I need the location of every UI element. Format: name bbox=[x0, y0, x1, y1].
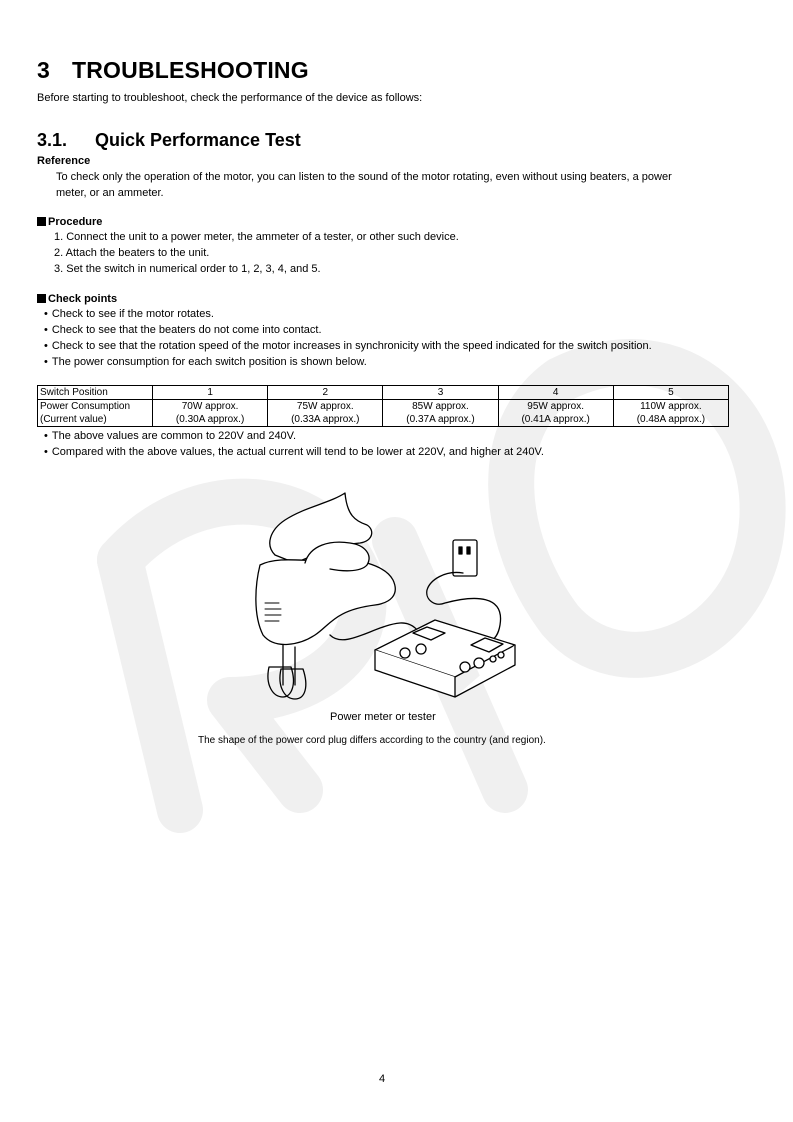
current-value: (0.33A approx.) bbox=[291, 414, 360, 425]
table-row bbox=[38, 400, 729, 427]
check-point-item: • The power consumption for each switch position is shown below. bbox=[44, 354, 652, 370]
table-cell: 4 bbox=[498, 386, 613, 400]
table-cell: 2 bbox=[268, 386, 383, 400]
table-cell: 5 bbox=[613, 386, 728, 400]
table-cell bbox=[153, 400, 268, 427]
table-cell: 3 bbox=[383, 386, 498, 400]
power-value: 95W approx. bbox=[527, 401, 584, 412]
power-consumption-table bbox=[37, 385, 729, 427]
current-value: (0.30A approx.) bbox=[175, 414, 245, 425]
reference-body bbox=[56, 169, 736, 201]
reference-line: meter, or an ammeter. bbox=[56, 187, 164, 199]
table-cell bbox=[383, 400, 498, 427]
square-bullet-icon bbox=[37, 294, 46, 303]
intro-text: Before starting to troubleshoot, check the performance of the device as follows: bbox=[37, 92, 423, 104]
power-value: 85W approx. bbox=[412, 401, 469, 412]
power-value: 70W approx. bbox=[181, 401, 239, 412]
mixer-body-icon bbox=[256, 559, 395, 644]
square-bullet-icon bbox=[37, 217, 46, 226]
wall-outlet-icon bbox=[453, 540, 477, 576]
power-value: 110W approx. bbox=[640, 401, 702, 412]
table-cell bbox=[268, 400, 383, 427]
section-title bbox=[37, 130, 301, 151]
table-row-header bbox=[38, 400, 153, 427]
note-item: • Compared with the above values, the actual current will tend to be lower at 220V, and higher at 240V. bbox=[44, 444, 544, 460]
figure-caption: The shape of the power cord plug differs according to the country (and region). bbox=[198, 735, 546, 746]
current-value: (0.48A approx.) bbox=[636, 414, 706, 425]
check-point-item: • Check to see if the motor rotates. bbox=[44, 306, 652, 322]
procedure-step: 1. Connect the unit to a power meter, the ammeter of a tester, or other such device. bbox=[54, 231, 459, 243]
procedure-title: Procedure bbox=[48, 216, 103, 228]
reference-heading: Reference bbox=[37, 155, 91, 167]
page-number: 4 bbox=[379, 1073, 386, 1085]
procedure-steps bbox=[54, 229, 459, 277]
procedure-step: 3. Set the switch in numerical order to 1, 2, 3, 4, and 5. bbox=[54, 263, 321, 275]
mixer-test-illustration bbox=[235, 485, 525, 710]
chapter-number: 3 bbox=[37, 57, 50, 83]
power-value: 75W approx. bbox=[296, 401, 354, 412]
check-point-item: • Check to see that the beaters do not come into contact. bbox=[44, 322, 652, 338]
notes-list bbox=[44, 428, 544, 460]
figure-label: Power meter or tester bbox=[330, 711, 436, 723]
current-value: (0.37A approx.) bbox=[406, 414, 475, 425]
check-points-heading bbox=[37, 293, 117, 305]
current-value: (0.41A approx.) bbox=[521, 414, 590, 425]
procedure-heading bbox=[37, 216, 102, 228]
check-point-item: • Check to see that the rotation speed of the motor increases in synchronicity with the speed indicated for the switch position. bbox=[44, 338, 652, 354]
table-cell bbox=[498, 400, 613, 427]
table-row bbox=[38, 386, 729, 400]
check-points-list bbox=[44, 306, 652, 370]
page-title bbox=[37, 57, 309, 84]
procedure-step: 2. Attach the beaters to the unit. bbox=[54, 247, 210, 259]
section-number: 3.1. bbox=[37, 130, 68, 150]
note-item: • The above values are common to 220V and 240V. bbox=[44, 428, 544, 444]
check-points-title: Check points bbox=[48, 293, 118, 305]
row-header-line: Power Consumption bbox=[40, 401, 131, 412]
table-cell bbox=[613, 400, 728, 427]
table-cell: 1 bbox=[153, 386, 268, 400]
row-header-line: (Current value) bbox=[40, 414, 107, 425]
reference-line: To check only the operation of the motor, you can listen to the sound of the motor rotating, even without using beaters, a power bbox=[56, 171, 672, 183]
section-title-text: Quick Performance Test bbox=[95, 130, 301, 150]
chapter-title: TROUBLESHOOTING bbox=[72, 57, 309, 83]
table-row-header: Switch Position bbox=[38, 386, 153, 400]
